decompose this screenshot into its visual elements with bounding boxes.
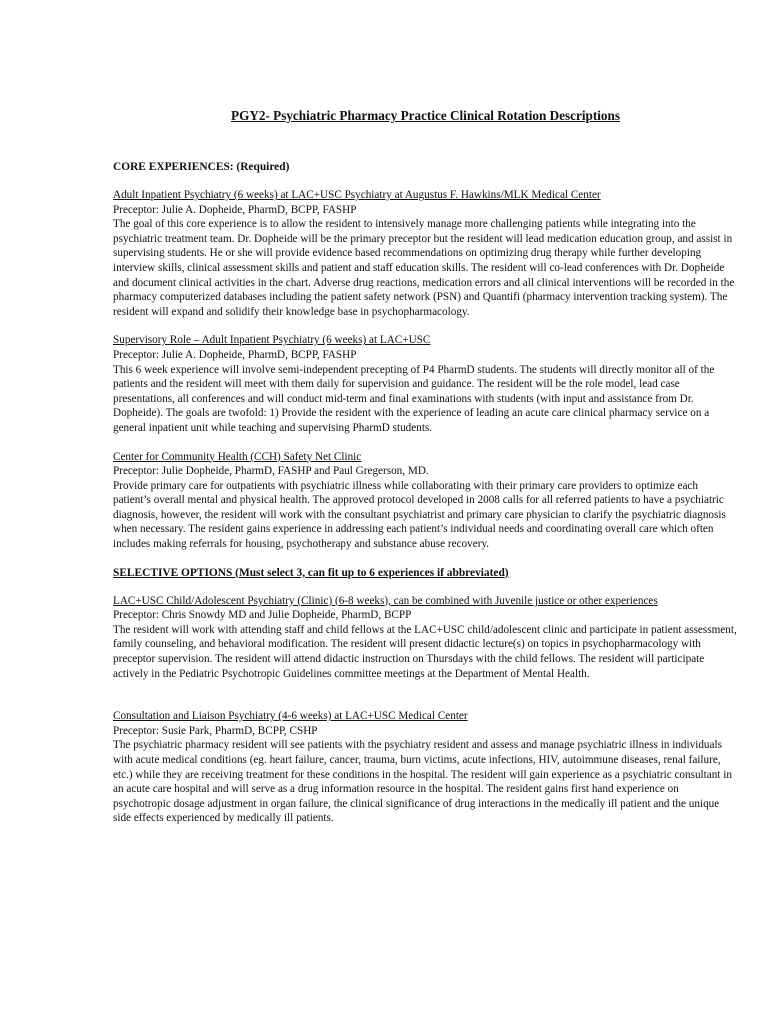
rotation-adult-inpatient bbox=[113, 188, 738, 319]
rotation-title: Supervisory Role – Adult Inpatient Psychiatry (6 weeks) at LAC+USC bbox=[113, 334, 431, 347]
rotation-description: This 6 week experience will involve semi-independent precepting of P4 PharmD students. The students will directly monitor all of the patients and the resident will meet with them daily for supervision and guidance. The resident will be the role model, lead case presentations, all conferences and will conduct mid-term and final examinations with students (with input and assistance from Dr. Dopheide). The goals are twofold: 1) Provide the resident with the experience of leading an acute care clinical pharmacy service on a general inpatient unit while teaching and supervising PharmD students. bbox=[113, 363, 715, 434]
rotation-title: Center for Community Health (CCH) Safety Net Clinic bbox=[113, 450, 362, 463]
rotation-community-health bbox=[113, 450, 738, 552]
rotation-consultation-liaison bbox=[113, 709, 738, 826]
core-experiences-heading: CORE EXPERIENCES: (Required) bbox=[113, 161, 290, 173]
rotation-child-adolescent bbox=[113, 594, 738, 682]
rotation-description: The psychiatric pharmacy resident will see patients with the psychiatry resident and assess and manage psychiatric illness in individuals with acute medical conditions (eg. heart failure, cancer, trauma, burn victims, acute infections, HIV, autoimmune diseases, renal failure, etc.) while they are receiving treatment for these conditions in the hospital. The resident will gain experience as a psychiatric consultant in an acute care hospital and will serve as a drug information resource in the hospital. The resident gains first hand experience on psychotropic dosage adjustment in organ failure, the clinical significance of drug interactions in the medically ill patient and the unique side effects experienced by medically ill patients. bbox=[113, 739, 732, 825]
rotation-title: LAC+USC Child/Adolescent Psychiatry (Clinic) (6-8 weeks), can be combined with Juvenile justice or other experiences bbox=[113, 594, 658, 607]
rotation-preceptor: Preceptor: Chris Snowdy MD and Julie Dopheide, PharmD, BCPP bbox=[113, 609, 412, 622]
document-page bbox=[113, 108, 738, 840]
rotation-preceptor: Preceptor: Julie A. Dopheide, PharmD, BCPP, FASHP bbox=[113, 348, 357, 361]
selective-options-heading: SELECTIVE OPTIONS (Must select 3, can fit up to 6 experiences if abbreviated) bbox=[113, 566, 509, 579]
rotation-description: Provide primary care for outpatients with psychiatric illness while collaborating with their primary care providers to optimize each patient’s overall mental and physical health. The approved protocol developed in 2008 calls for all referred patients to have a psychiatric diagnosis, however, the resident will work with the consultant psychiatrist and primary care physician to clarify the psychiatric diagnosis when necessary. The resident gains experience in addressing each patient’s individual needs and coordinating overall care which often includes making referrals for housing, psychotherapy and substance abuse recovery. bbox=[113, 479, 726, 551]
rotation-description: The resident will work with attending staff and child fellows at the LAC+USC child/adolescent clinic and participate in patient assessment, family counseling, and behavioral modification. The resident will present didactic lecture(s) on topics in psychopharmacology with preceptor supervision. The resident will attend didactic instruction on Thursdays with the child fellows. The resident will participate actively in the Pediatric Psychotropic Guidelines committee meetings at the Department of Mental Health. bbox=[113, 623, 737, 680]
rotation-preceptor: Preceptor: Julie A. Dopheide, PharmD, BCPP, FASHP bbox=[113, 203, 357, 216]
rotation-title: Consultation and Liaison Psychiatry (4-6 weeks) at LAC+USC Medical Center bbox=[113, 710, 468, 723]
rotation-title: Adult Inpatient Psychiatry (6 weeks) at LAC+USC Psychiatry at Augustus F. Hawkins/MLK Medical Center bbox=[113, 189, 601, 201]
rotation-supervisory-role bbox=[113, 333, 738, 435]
page-title: PGY2- Psychiatric Pharmacy Practice Clinical Rotation Descriptions bbox=[231, 108, 620, 123]
rotation-preceptor: Preceptor: Susie Park, PharmD, BCPP, CSHP bbox=[113, 724, 318, 737]
rotation-description: The goal of this core experience is to allow the resident to intensively manage more challenging patients while integrating into the psychiatric treatment team. Dr. Dopheide will be the primary preceptor but the resident will lead medication education group, and assist in supervising students. He or she will provide evidence based recommendations on optimizing drug therapy while further developing interview skills, clinical assessment skills and patient and staff education skills. The resident will co-lead conferences with Dr. Dopheide and document clinical activities in the chart. Adverse drug reactions, medication errors and all clinical interventions will be recorded in the pharmacy computerized databases including the patient safety network (PSN) and Quantifi (pharmacy intervention tracking system). The resident will expand and solidify their knowledge base in psychopharmacology. bbox=[113, 218, 735, 318]
rotation-preceptor: Preceptor: Julie Dopheide, PharmD, FASHP and Paul Gregerson, MD. bbox=[113, 465, 429, 478]
